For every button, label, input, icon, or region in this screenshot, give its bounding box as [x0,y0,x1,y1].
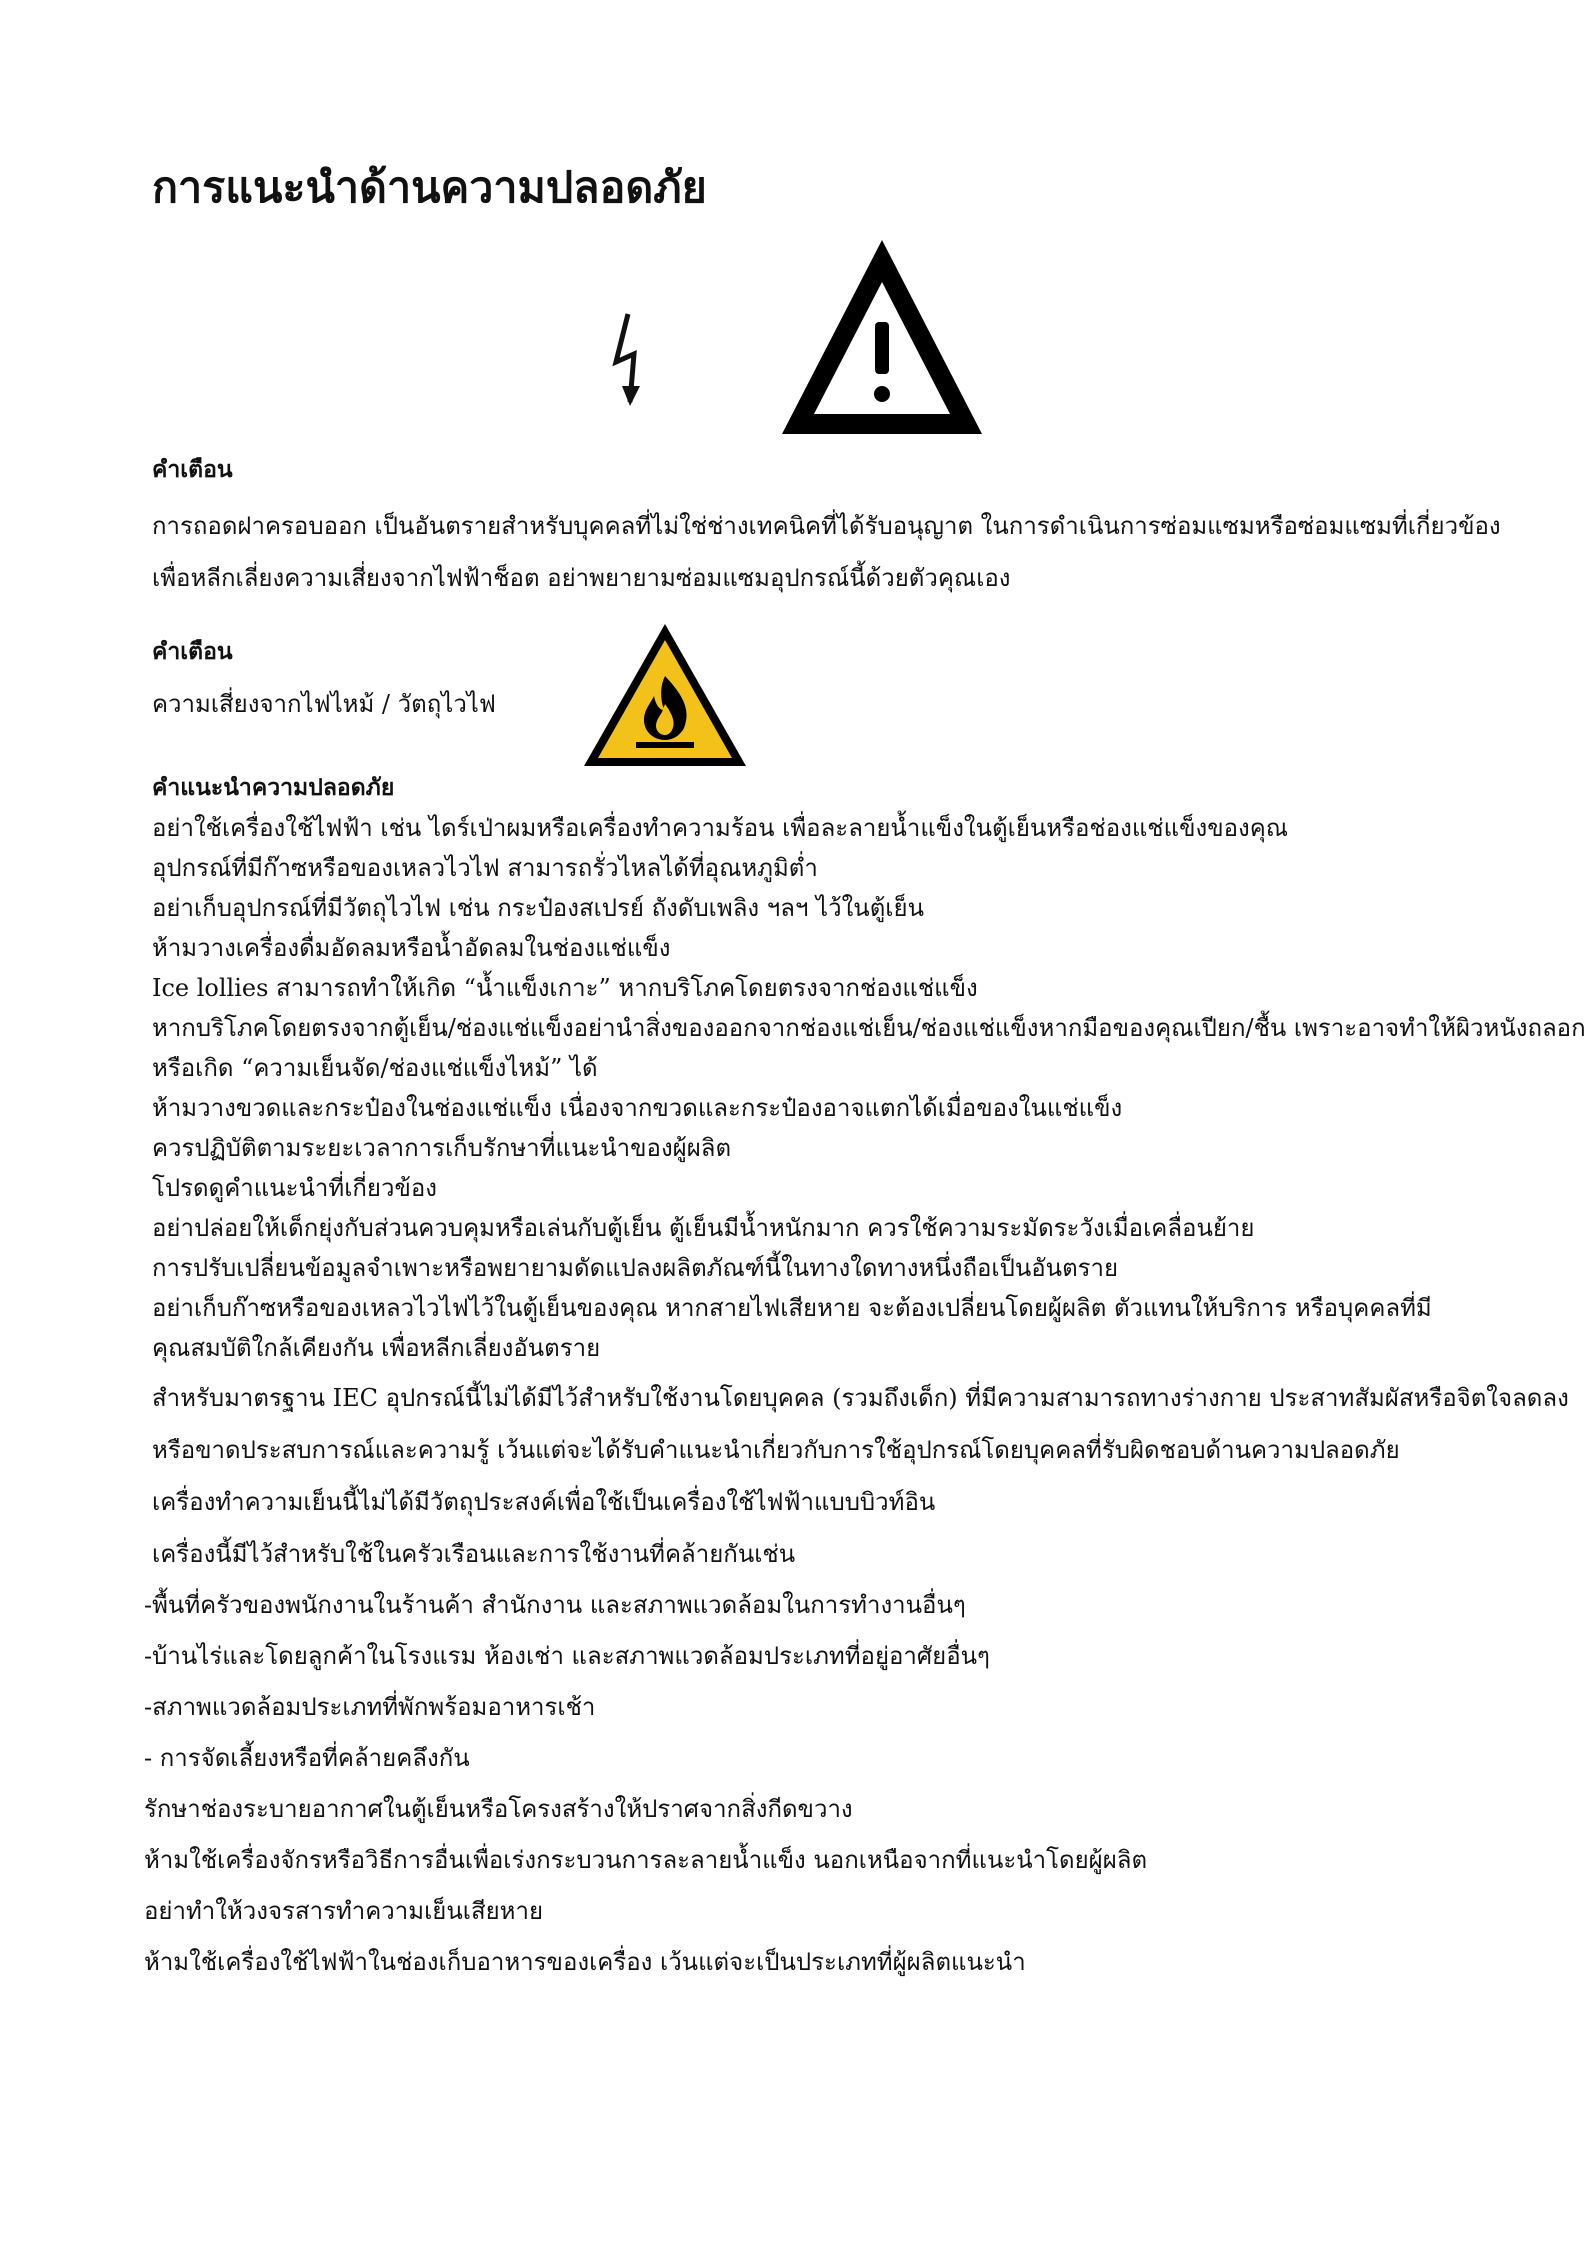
iec-line: เครื่องทำความเย็นนี้ไม่ได้มีวัตถุประสงค์เพื่อใช้เป็นเครื่องใช้ไฟฟ้าแบบบิวท์อิน [152,1488,936,1516]
safety-line: คุณสมบัติใกล้เคียงกัน เพื่อหลีกเลี่ยงอันตราย [152,1334,601,1362]
safety-line: การปรับเปลี่ยนข้อมูลจำเพาะหรือพยายามดัดแปลงผลิตภัณฑ์นี้ในทางใดทางหนึ่งถือเป็นอันตราย [152,1254,1119,1282]
safety-heading: คำแนะนำความปลอดภัย [152,774,395,801]
usage-line: รักษาช่องระบายอากาศในตู้เย็นหรือโครงสร้างให้ปราศจากสิ่งกีดขวาง [144,1795,853,1823]
page-title: การแนะนำด้านความปลอดภัย [152,163,707,213]
warning-heading: คำเตือน [152,456,233,483]
flammable-warning-text: ความเสี่ยงจากไฟไหม้ / วัตถุไวไฟ [152,690,496,718]
iec-line: สำหรับมาตรฐาน IEC อุปกรณ์นี้ไม่ได้มีไว้สำหรับใช้งานโดยบุคคล (รวมถึงเด็ก) ที่มีความสามารถทางร่างกาย ประสาทสัมผัสหรือจิตใจลดลง [152,1384,1569,1412]
usage-line: -พื้นที่ครัวของพนักงานในร้านค้า สำนักงาน และสภาพแวดล้อมในการทำงานอื่นๆ [144,1591,966,1619]
warning-line: การถอดฝาครอบออก เป็นอันตรายสำหรับบุคคลที่ไม่ใช่ช่างเทคนิคที่ได้รับอนุญาต ในการดำเนินการซ่อมแซมหรือซ่อมแซมที่เกี่ยวข้อง [152,512,1501,540]
warning-heading: คำเตือน [152,638,233,665]
usage-list [144,1580,1147,1988]
usage-line: -บ้านไร่และโดยลูกค้าในโรงแรม ห้องเช่า และสภาพแวดล้อมประเภทที่อยู่อาศัยอื่นๆ [144,1642,990,1670]
flame-triangle-icon [580,620,750,770]
warning-text [152,500,1501,604]
usage-line: ห้ามใช้เครื่องใช้ไฟฟ้าในช่องเก็บอาหารของเครื่อง เว้นแต่จะเป็นประเภทที่ผู้ผลิตแนะนำ [144,1948,1026,1976]
safety-line: Ice lollies สามารถทำให้เกิด “น้ำแข็งเกาะ” หากบริโภคโดยตรงจากช่องแช่แข็ง [152,974,978,1002]
usage-line: -สภาพแวดล้อมประเภทที่พักพร้อมอาหารเช้า [144,1693,596,1721]
safety-line: อย่าปล่อยให้เด็กยุ่งกับส่วนควบคุมหรือเล่นกับตู้เย็น ตู้เย็นมีน้ำหนักมาก ควรใช้ความระมัดระวังเมื่อเคลื่อนย้าย [152,1214,1255,1242]
safety-line: ห้ามวางเครื่องดื่มอัดลมหรือน้ำอัดลมในช่องแช่แข็ง [152,934,671,962]
safety-line: อุปกรณ์ที่มีก๊าซหรือของเหลวไวไฟ สามารถรั่วไหลได้ที่อุณหภูมิต่ำ [152,854,818,882]
usage-line: ห้ามใช้เครื่องจักรหรือวิธีการอื่นเพื่อเร่งกระบวนการละลายน้ำแข็ง นอกเหนือจากที่แนะนำโดยผู้ผลิต [144,1846,1148,1874]
safety-line: อย่าเก็บอุปกรณ์ที่มีวัตถุไวไฟ เช่น กระป๋องสเปรย์ ถังดับเพลิง ฯลฯ ไว้ในตู้เย็น [152,894,924,922]
iec-statement [152,1372,1569,1580]
iec-line: หรือขาดประสบการณ์และความรู้ เว้นแต่จะได้รับคำแนะนำเกี่ยวกับการใช้อุปกรณ์โดยบุคคลที่รับผิดชอบด้านความปลอดภัย [152,1436,1400,1464]
safety-line: ควรปฏิบัติตามระยะเวลาการเก็บรักษาที่แนะนำของผู้ผลิต [152,1134,732,1162]
safety-line: หรือเกิด “ความเย็นจัด/ช่องแช่แข็งไหม้” ได้ [152,1054,598,1082]
exclamation-triangle-icon [778,236,986,440]
iec-line: เครื่องนี้มีไว้สำหรับใช้ในครัวเรือนและการใช้งานที่คล้ายกันเช่น [152,1540,796,1568]
usage-line: อย่าทำให้วงจรสารทำความเย็นเสียหาย [144,1897,544,1925]
safety-line: อย่าใช้เครื่องใช้ไฟฟ้า เช่น ไดร์เป่าผมหรือเครื่องทำความร้อน เพื่อละลายน้ำแข็งในตู้เย็นหรือช่องแช่แข็งของคุณ [152,814,1289,842]
safety-line: หากบริโภคโดยตรงจากตู้เย็น/ช่องแช่แข็งอย่านำสิ่งของออกจากช่องแช่เย็น/ช่องแช่แข็งหากมือของคุณเปียก/ชื้น เพราะอาจทำให้ผิวหนังถลอก [152,1014,1586,1042]
warning-line: เพื่อหลีกเลี่ยงความเสี่ยงจากไฟฟ้าช็อต อย่าพยายามซ่อมแซมอุปกรณ์นี้ด้วยตัวคุณเอง [152,564,1011,592]
safety-list [152,808,1586,1368]
safety-line: อย่าเก็บก๊าซหรือของเหลวไวไฟไว้ในตู้เย็นของคุณ หากสายไฟเสียหาย จะต้องเปลี่ยนโดยผู้ผลิต ตัวแทนให้บริการ หรือบุคคลที่มี [152,1294,1432,1322]
usage-line: - การจัดเลี้ยงหรือที่คล้ายคลึงกัน [144,1744,470,1772]
safety-line: ห้ามวางขวดและกระป๋องในช่องแช่แข็ง เนื่องจากขวดและกระป๋องอาจแตกได้เมื่อของในแช่แข็ง [152,1094,1123,1122]
lightning-bolt-icon [608,310,652,410]
safety-line: โปรดดูคำแนะนำที่เกี่ยวข้อง [152,1174,437,1202]
